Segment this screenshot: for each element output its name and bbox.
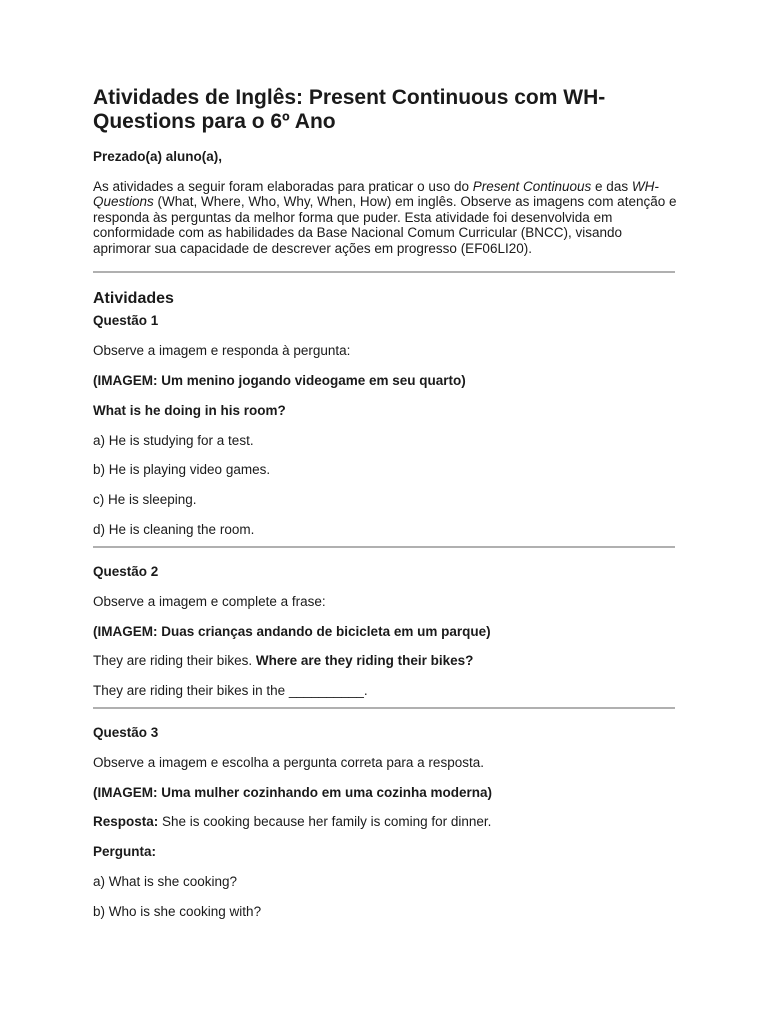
question-2-question: Where are they riding their bikes? xyxy=(255,653,474,669)
question-1-option-c: c) He is sleeping. xyxy=(93,492,197,508)
question-1-question: What is he doing in his room? xyxy=(93,402,286,418)
question-2-instruction: Observe a imagem e complete a frase: xyxy=(93,593,326,609)
question-3-instruction: Observe a imagem e escolha a pergunta correta para a resposta. xyxy=(93,754,484,770)
question-2-image-caption: (IMAGEM: Duas crianças andando de bicicleta em um parque) xyxy=(93,623,491,639)
document-page xyxy=(93,86,683,934)
page-title: Atividades de Inglês: Present Continuous com WH-Questions para o 6º Ano xyxy=(93,86,606,133)
question-2-prompt xyxy=(93,653,683,669)
question-3-option-b: b) Who is she cooking with? xyxy=(93,904,262,920)
question-1-instruction: Observe a imagem e responda à pergunta: xyxy=(93,342,351,358)
question-1-option-b: b) He is playing video games. xyxy=(93,462,271,478)
greeting: Prezado(a) aluno(a), xyxy=(93,149,223,164)
question-1-image-caption: (IMAGEM: Um menino jogando videogame em seu quarto) xyxy=(93,372,466,388)
question-2-title: Questão 2 xyxy=(93,563,159,579)
intro-emphasis-1: Present Continuous xyxy=(472,178,592,194)
intro-text-2: e das xyxy=(591,178,632,194)
question-1 xyxy=(93,313,683,538)
question-1-title: Questão 1 xyxy=(93,313,159,328)
intro-emphasis-2: WH-Questions xyxy=(93,178,659,209)
question-1-option-a: a) He is studying for a test. xyxy=(93,432,254,448)
question-3-answer xyxy=(93,814,683,830)
intro-text-3: (What, Where, Who, Why, When, How) em inglês. Observe as imagens com atenção e responda às perguntas da melhor forma que puder. Esta atividade foi desenvolvida em conformidade com as habilidades da Base Nacional Comum Curricular (BNCC), visando aprimorar sua capacidade de descrever ações em progresso (EF06LI20). xyxy=(93,194,677,256)
divider xyxy=(93,271,675,273)
question-2 xyxy=(93,548,683,699)
question-3 xyxy=(93,709,683,920)
question-2-prompt-text: They are riding their bikes. xyxy=(93,653,256,669)
question-3-question-label: Pergunta: xyxy=(93,844,157,860)
question-3-option-a: a) What is she cooking? xyxy=(93,874,238,890)
question-3-image-caption: (IMAGEM: Uma mulher cozinhando em uma cozinha moderna) xyxy=(93,784,493,800)
section-heading: Atividades xyxy=(93,290,174,307)
question-3-answer-text: She is cooking because her family is coming for dinner. xyxy=(158,814,492,830)
question-3-title: Questão 3 xyxy=(93,724,159,740)
question-3-answer-label: Resposta: xyxy=(93,814,159,830)
intro-text-1: As atividades a seguir foram elaboradas para praticar o uso do xyxy=(93,178,473,194)
question-2-answer-line: They are riding their bikes in the __________. xyxy=(93,683,368,699)
question-1-option-d: d) He is cleaning the room. xyxy=(93,522,255,538)
intro-paragraph xyxy=(93,179,683,257)
